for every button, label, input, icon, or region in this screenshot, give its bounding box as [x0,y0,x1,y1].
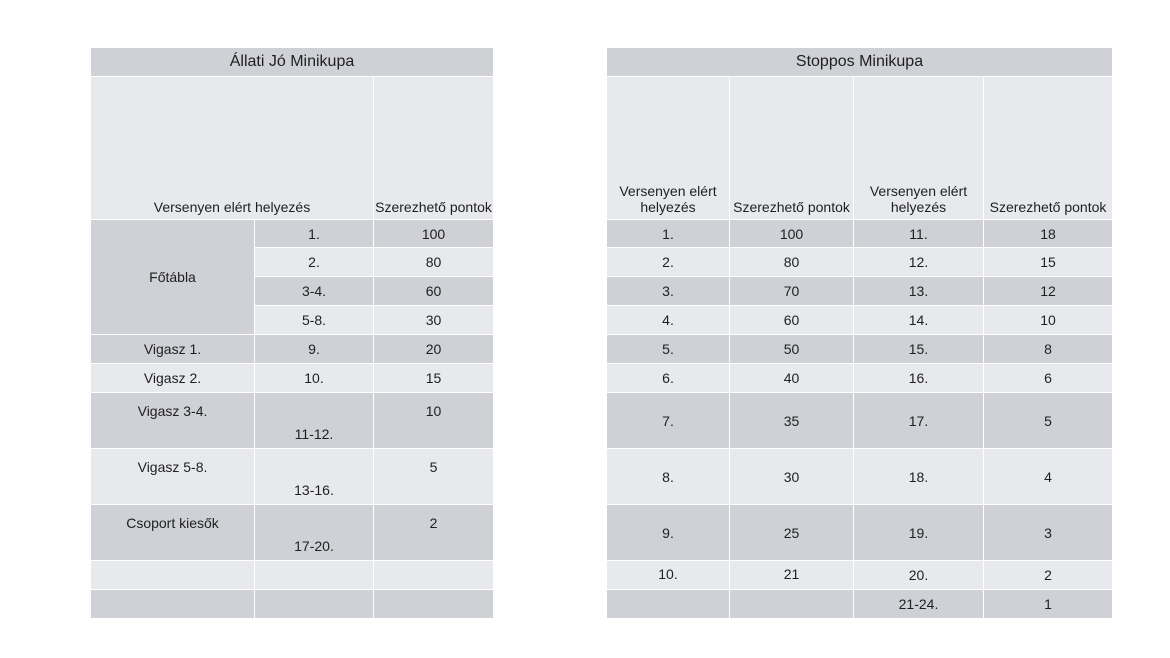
table-cell: 4 [984,449,1113,505]
table-cell-group: Vigasz 1. [91,335,255,364]
table-cell: 2. [607,248,730,277]
table-cell: 21-24. [854,590,984,619]
table-cell-points: 15 [374,364,494,393]
table-cell: 15. [854,335,984,364]
table-cell: 100 [730,220,854,248]
table-cell: 8. [607,449,730,505]
right-header-points-1: Szerezhető pontok [730,77,854,220]
right-header-placement-1: Versenyen elért helyezés [607,77,730,220]
table-cell-group: Vigasz 2. [91,364,255,393]
table-cell-empty [374,590,494,619]
table-cell: 15 [984,248,1113,277]
table-cell-group: Vigasz 5-8. [91,449,255,505]
table-cell: 19. [854,505,984,561]
table-cell: 11. [854,220,984,248]
table-cell: 30 [730,449,854,505]
right-header-placement-2: Versenyen elért helyezés [854,77,984,220]
table-cell: 5. [607,335,730,364]
table-cell: 1 [984,590,1113,619]
table-cell: 18 [984,220,1113,248]
table-cell-empty [255,590,374,619]
table-cell-place: 2. [255,248,374,277]
table-cell: 10 [984,306,1113,335]
table-cell: 50 [730,335,854,364]
left-header-points: Szerezhető pontok [374,77,494,220]
table-cell: 7. [607,393,730,449]
table-cell-points: 80 [374,248,494,277]
table-cell: 12. [854,248,984,277]
table-cell-group: Csoport kiesők [91,505,255,561]
table-cell-place: 13-16. [255,449,374,505]
table-cell: 20. [854,561,984,590]
table-cell-empty [91,590,255,619]
table-cell: 4. [607,306,730,335]
table-cell-empty [607,590,730,619]
table-cell-empty [255,561,374,590]
table-cell-group: Vigasz 3-4. [91,393,255,449]
table-cell: 18. [854,449,984,505]
table-cell: 16. [854,364,984,393]
table-cell: 9. [607,505,730,561]
group-fotabla: Főtábla [91,220,255,335]
table-cell-place: 10. [255,364,374,393]
table-cell: 2 [984,561,1113,590]
table-cell: 6. [607,364,730,393]
table-cell-place: 5-8. [255,306,374,335]
table-cell-points: 60 [374,277,494,306]
table-cell: 12 [984,277,1113,306]
table-cell-place: 9. [255,335,374,364]
table-cell-points: 100 [374,220,494,248]
table-cell-place: 17-20. [255,505,374,561]
table-cell-empty [730,590,854,619]
table-cell: 13. [854,277,984,306]
table-cell: 10. [607,561,730,590]
table-cell: 25 [730,505,854,561]
table-cell: 14. [854,306,984,335]
table-cell: 21 [730,561,854,590]
left-table-title: Állati Jó Minikupa [91,48,494,77]
table-cell: 35 [730,393,854,449]
left-header-placement: Versenyen elért helyezés [91,77,374,220]
right-header-points-2: Szerezhető pontok [984,77,1113,220]
table-cell-points: 30 [374,306,494,335]
table-cell: 8 [984,335,1113,364]
table-cell-points: 10 [374,393,494,449]
table-cell: 6 [984,364,1113,393]
table-cell-empty [91,561,255,590]
table-cell: 80 [730,248,854,277]
table-cell-empty [374,561,494,590]
table-cell-place: 3-4. [255,277,374,306]
table-cell: 70 [730,277,854,306]
table-cell: 1. [607,220,730,248]
table-cell: 17. [854,393,984,449]
table-cell-place: 11-12. [255,393,374,449]
table-cell: 40 [730,364,854,393]
right-table-title: Stoppos Minikupa [607,48,1113,77]
table-cell: 5 [984,393,1113,449]
stoppos-minikupa-table [606,47,1113,619]
table-cell: 3 [984,505,1113,561]
table-cell: 3. [607,277,730,306]
table-cell-points: 2 [374,505,494,561]
allati-jo-minikupa-table [90,47,494,619]
table-cell-points: 20 [374,335,494,364]
table-cell-points: 5 [374,449,494,505]
table-cell: 60 [730,306,854,335]
table-cell-place: 1. [255,220,374,248]
